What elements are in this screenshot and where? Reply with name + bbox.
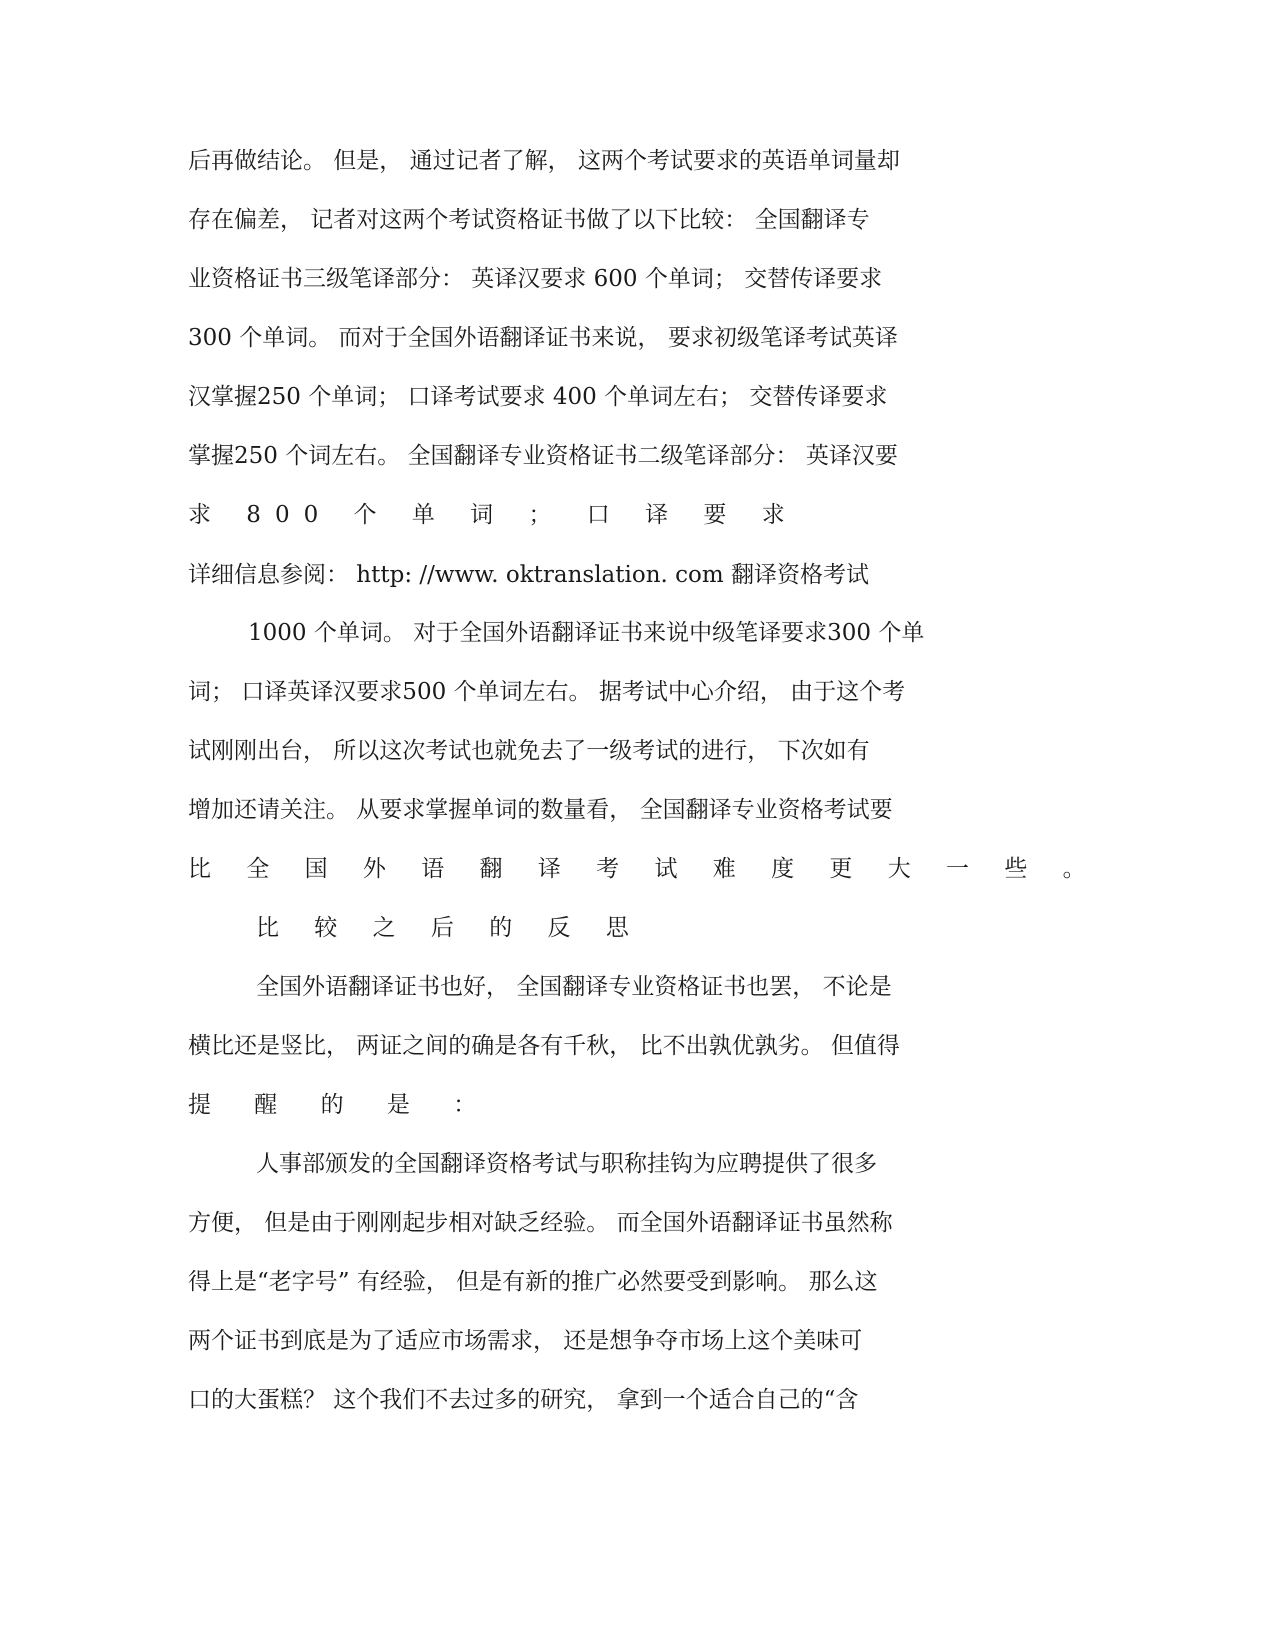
reference-link-line: 详细信息参阅： http: //www. oktranslation. com 翻译资格考试	[188, 562, 869, 588]
section-heading: 比 较 之 后 的 反 思	[256, 915, 643, 941]
paragraph-line: 汉掌握250 个单词； 口译考试要求 400 个单词左右； 交替传译要求	[188, 384, 888, 410]
paragraph-line: 提 醒 的 是 ：	[188, 1092, 495, 1118]
paragraph-line: 人事部颁发的全国翻译资格考试与职称挂钩为应聘提供了很多	[256, 1151, 877, 1177]
paragraph-line: 掌握250 个词左右。 全国翻译专业资格证书二级笔译部分： 英译汉要	[188, 443, 898, 469]
paragraph-line: 增加还请关注。 从要求掌握单词的数量看， 全国翻译专业资格考试要	[188, 797, 893, 823]
paragraph-line: 两个证书到底是为了适应市场需求， 还是想争夺市场上这个美味可	[188, 1328, 863, 1354]
paragraph-line: 业资格证书三级笔译部分： 英译汉要求 600 个单词； 交替传译要求	[188, 266, 883, 292]
paragraph-line: 存在偏差， 记者对这两个考试资格证书做了以下比较： 全国翻译专	[188, 207, 870, 233]
paragraph-line: 后再做结论。 但是， 通过记者了解， 这两个考试要求的英语单词量却	[188, 148, 900, 174]
paragraph-line: 300 个单词。 而对于全国外语翻译证书来说， 要求初级笔译考试英译	[188, 325, 898, 351]
paragraph-line: 词； 口译英译汉要求500 个单词左右。 据考试中心介绍， 由于这个考	[188, 679, 906, 705]
paragraph-line: 求 800 个 单 词 ； 口 译 要 求	[188, 502, 799, 528]
paragraph-line: 1000 个单词。 对于全国外语翻译证书来说中级笔译要求300 个单	[248, 620, 925, 646]
paragraph-line: 全国外语翻译证书也好， 全国翻译专业资格证书也罢， 不论是	[256, 974, 892, 1000]
paragraph-line: 方便， 但是由于刚刚起步相对缺乏经验。 而全国外语翻译证书虽然称	[188, 1210, 893, 1236]
paragraph-line: 试刚刚出台， 所以这次考试也就免去了一级考试的进行， 下次如有	[188, 738, 870, 764]
paragraph-line: 口的大蛋糕？ 这个我们不去过多的研究， 拿到一个适合自己的“含	[188, 1387, 859, 1413]
paragraph-line: 横比还是竖比， 两证之间的确是各有千秋， 比不出孰优孰劣。 但值得	[188, 1033, 900, 1059]
paragraph-line: 比 全 国 外 语 翻 译 考 试 难 度 更 大 一 些 。	[188, 856, 1100, 882]
paragraph-line: 得上是“老字号” 有经验， 但是有新的推广必然要受到影响。 那么这	[188, 1269, 878, 1295]
